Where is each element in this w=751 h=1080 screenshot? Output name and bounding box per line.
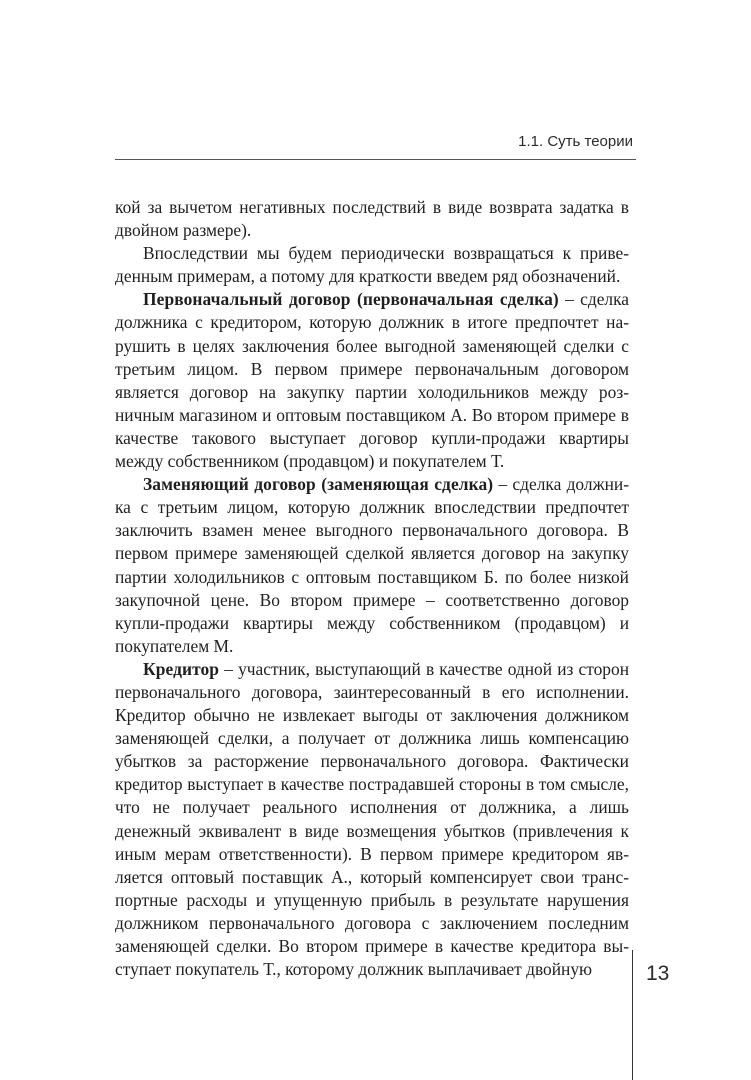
header-rule	[115, 159, 636, 160]
running-header: 1.1. Суть теории	[518, 133, 633, 150]
definition-original-contract	[115, 288, 629, 473]
page-number-rule	[632, 950, 633, 1080]
paragraph-text: кой за вычетом негативных последствий в виде возврата задатка в двойном размере).	[115, 197, 629, 241]
definition-text: – сделка должника с кредитором, которую должник в итоге предпочтет нарушить в целях заключения более выгодной заменяющей сделки с третьим лицом. В первом примере первоначальным договором является договор на закупку партии холодильников между розничным магазином и оптовым поставщиком А. Во втором примере в качестве такового выступает договор купли-продажи квартиры между собственником (продавцом) и покупателем Т.	[115, 289, 629, 472]
definition-text: – участник, выступающий в качестве одной из сторон первоначального договора, заинтересованный в его исполнении. Кредитор обычно не извлекает выгоды от заключения должником заменяющей сделки, а получает от должника лишь компенсацию убытков за расторжение первоначального договора. Фактически кредитор выступает в качестве пострадавшей стороны в том смысле, что не получает реального исполнения от должника, а лишь денежный эквивалент в виде возмещения убытков (привлечения к иным мерам ответственности). В первом примере кредитором является оптовый поставщик А., который компенсирует свои транспортные расходы и упущенную прибыль в результате нарушения должником первоначального договора с заключением последним заменяющей сделки. Во втором примере в качестве кредитора выступает покупатель Т., которому должник выплачивает двойную	[115, 658, 629, 980]
term-original-contract: Первоначальный договор (первоначальная сделка)	[143, 289, 559, 310]
definition-replacing-contract	[115, 473, 629, 658]
paragraph-text: Впоследствии мы будем периодически возвращаться к приведенным примерам, а потому для краткости введем ряд обозначений.	[115, 243, 629, 287]
page-number: 13	[646, 962, 670, 985]
definition-text: – сделка должника с третьим лицом, которую должник впоследствии предпочтет заключить взамен менее выгодного первоначального договора. В первом примере заменяющей сделкой является договор на закупку партии холодильников с оптовым поставщиком Б. по более низкой закупочной цене. Во втором примере – соответственно договор купли-продажи квартиры между собственником (продавцом) и покупателем М.	[115, 474, 630, 656]
term-replacing-contract: Заменяющий договор (заменяющая сделка)	[143, 474, 494, 495]
paragraph-notation-intro	[115, 242, 629, 288]
definition-creditor	[115, 658, 629, 981]
paragraph-continued	[115, 196, 629, 242]
body-text	[115, 196, 629, 981]
term-creditor: Кредитор	[143, 658, 220, 679]
